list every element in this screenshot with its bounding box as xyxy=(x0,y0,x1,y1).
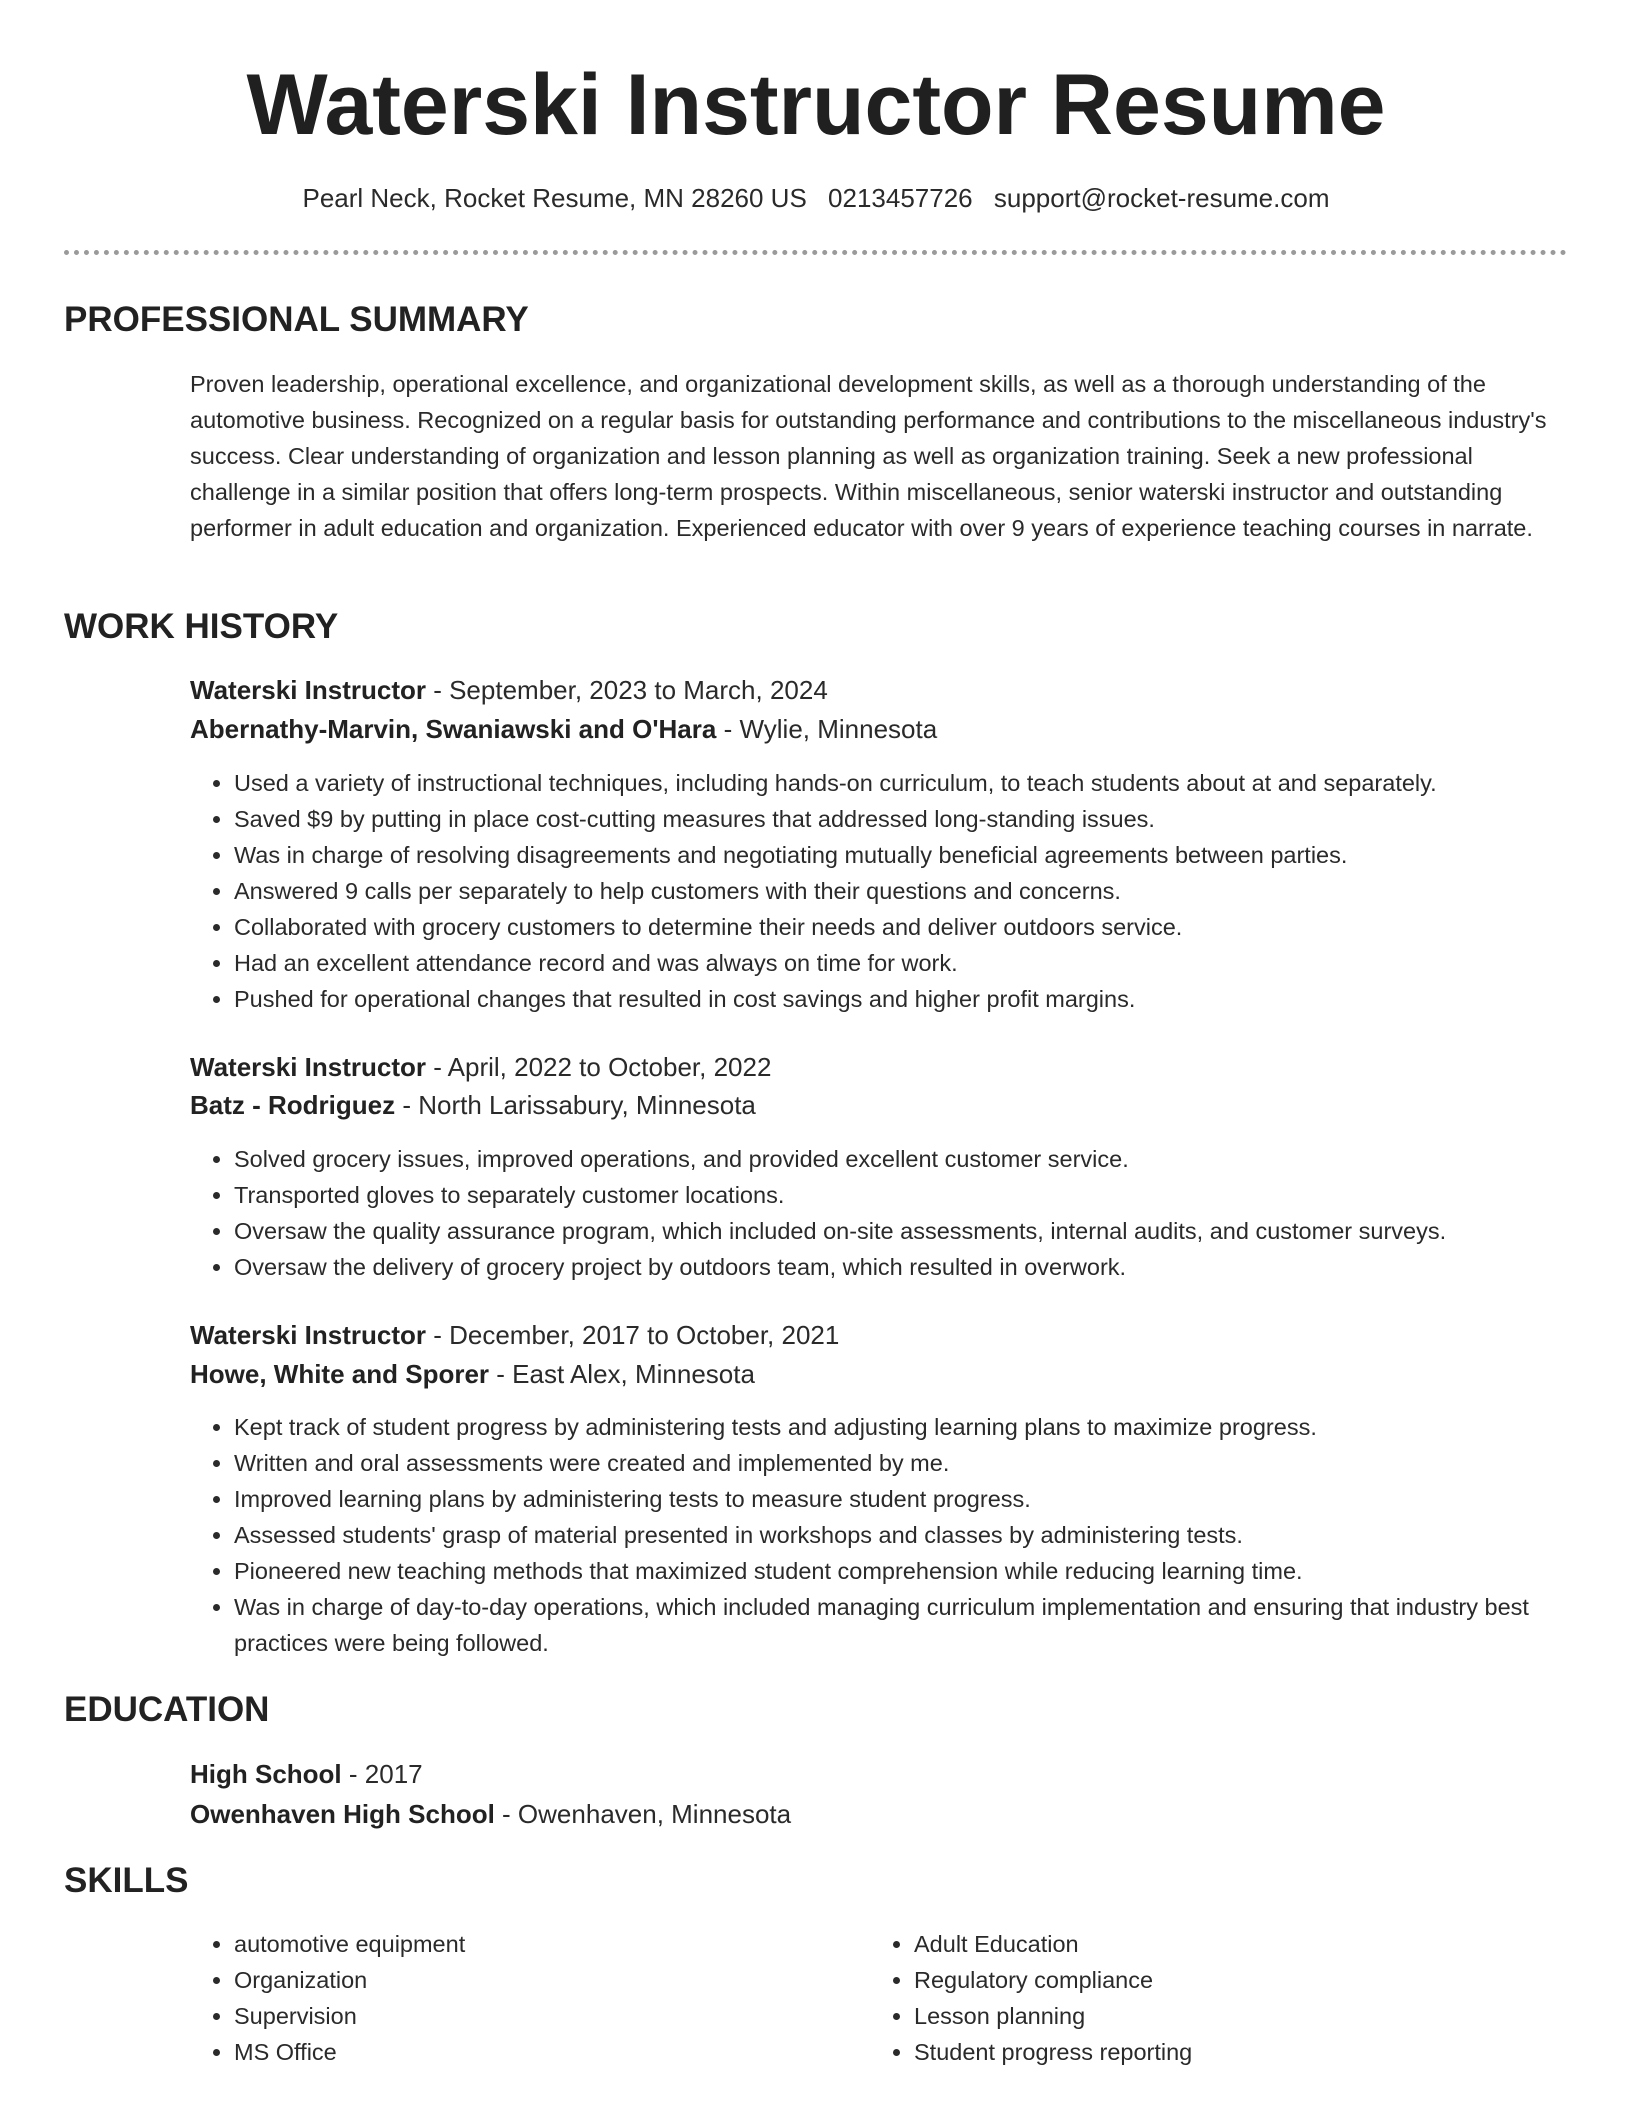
contact-phone: 0213457726 xyxy=(828,183,973,213)
education-year: - 2017 xyxy=(341,1759,423,1789)
job-3-role: Waterski Instructor xyxy=(190,1320,426,1350)
job-3-bullets xyxy=(190,1409,1614,1661)
job-1-bullets xyxy=(190,765,1614,1017)
job-1-role: Waterski Instructor xyxy=(190,675,426,705)
list-item: • MS Office xyxy=(234,2034,854,2070)
education-school-line xyxy=(190,1796,791,1832)
list-item: • Used a variety of instructional techniques, including hands-on curriculum, to teach students about at and separately. xyxy=(234,765,1614,801)
education-degree-line xyxy=(190,1756,423,1792)
education-location: - Owenhaven, Minnesota xyxy=(494,1799,792,1829)
job-2-dates: - April, 2022 to October, 2022 xyxy=(425,1052,772,1082)
skills-heading: SKILLS xyxy=(64,1861,189,1900)
list-item: • Pioneered new teaching methods that maximized student comprehension while reducing learning time. xyxy=(234,1553,1614,1589)
list-item: • Saved $9 by putting in place cost-cutting measures that addressed long-standing issues. xyxy=(234,801,1614,837)
list-item: • Collaborated with grocery customers to determine their needs and deliver outdoors service. xyxy=(234,909,1614,945)
job-3-company-line xyxy=(190,1356,755,1392)
list-item: • Regulatory compliance xyxy=(914,1962,1604,1998)
resume-title: Waterski Instructor Resume xyxy=(246,57,1386,153)
list-item: • automotive equipment xyxy=(234,1926,854,1962)
contact-email: support@rocket-resume.com xyxy=(993,183,1330,213)
job-1-dates: - September, 2023 to March, 2024 xyxy=(425,675,828,705)
list-item: • Improved learning plans by administering tests to measure student progress. xyxy=(234,1481,1614,1517)
job-2-title-line xyxy=(190,1049,771,1085)
list-item: • Organization xyxy=(234,1962,854,1998)
work-history-heading: WORK HISTORY xyxy=(64,607,339,646)
education-heading: EDUCATION xyxy=(64,1690,270,1729)
job-1-title-line xyxy=(190,672,828,708)
job-3-location: - East Alex, Minnesota xyxy=(489,1359,755,1389)
list-item: • Answered 9 calls per separately to help customers with their questions and concerns. xyxy=(234,873,1614,909)
list-item: • Oversaw the delivery of grocery project by outdoors team, which resulted in overwork. xyxy=(234,1249,1614,1285)
job-1-company-line xyxy=(190,711,937,747)
education-degree: High School xyxy=(190,1759,342,1789)
list-item: • Solved grocery issues, improved operations, and provided excellent customer service. xyxy=(234,1141,1614,1177)
list-item: • Adult Education xyxy=(914,1926,1604,1962)
education-school: Owenhaven High School xyxy=(190,1799,495,1829)
list-item: • Pushed for operational changes that resulted in cost savings and higher profit margins. xyxy=(234,981,1614,1017)
job-2-location: - North Larissabury, Minnesota xyxy=(395,1090,756,1120)
summary-text: Proven leadership, operational excellence, and organizational development skills, as well as a thorough understanding of the automotive business. Recognized on a regular basis for outstanding performance and contributions to the miscellaneous industry's success. Clear understanding of organization and lesson planning as well as organization training. Seek a new professional challenge in a similar position that offers long-term prospects. Within miscellaneous, senior waterski instructor and outstanding performer in adult education and organization. Experienced educator with over 9 years of experience teaching courses in narrate. xyxy=(190,371,1547,541)
job-2-bullets xyxy=(190,1141,1614,1285)
list-item: • Kept track of student progress by administering tests and adjusting learning plans to maximize progress. xyxy=(234,1409,1614,1445)
summary-heading: PROFESSIONAL SUMMARY xyxy=(64,300,529,339)
job-2-company-line xyxy=(190,1087,756,1123)
list-item: • Student progress reporting xyxy=(914,2034,1604,2070)
list-item: • Lesson planning xyxy=(914,1998,1604,2034)
skills-list-left xyxy=(190,1926,854,2070)
list-item: • Was in charge of resolving disagreements and negotiating mutually beneficial agreements between parties. xyxy=(234,837,1614,873)
job-2-company: Batz - Rodriguez xyxy=(190,1090,396,1120)
job-1-company: Abernathy-Marvin, Swaniawski and O'Hara xyxy=(190,714,717,744)
list-item: • Was in charge of day-to-day operations, which included managing curriculum implementation and ensuring that industry best practices were being followed. xyxy=(234,1589,1614,1661)
list-item: • Transported gloves to separately customer locations. xyxy=(234,1177,1614,1213)
list-item: • Written and oral assessments were created and implemented by me. xyxy=(234,1445,1614,1481)
list-item: • Oversaw the quality assurance program, which included on-site assessments, internal audits, and customer surveys. xyxy=(234,1213,1614,1249)
job-3-dates: - December, 2017 to October, 2021 xyxy=(425,1320,840,1350)
list-item: • Had an excellent attendance record and was always on time for work. xyxy=(234,945,1614,981)
list-item: • Supervision xyxy=(234,1998,854,2034)
job-1-location: - Wylie, Minnesota xyxy=(716,714,938,744)
contact-address: Pearl Neck, Rocket Resume, MN 28260 US xyxy=(302,183,807,213)
job-3-title-line xyxy=(190,1317,839,1353)
list-item: • Assessed students' grasp of material presented in workshops and classes by administering tests. xyxy=(234,1517,1614,1553)
job-2-role: Waterski Instructor xyxy=(190,1052,426,1082)
job-3-company: Howe, White and Sporer xyxy=(190,1359,490,1389)
contact-line xyxy=(0,181,1632,215)
skills-list-right xyxy=(870,1926,1604,2070)
header-divider xyxy=(64,250,1567,255)
